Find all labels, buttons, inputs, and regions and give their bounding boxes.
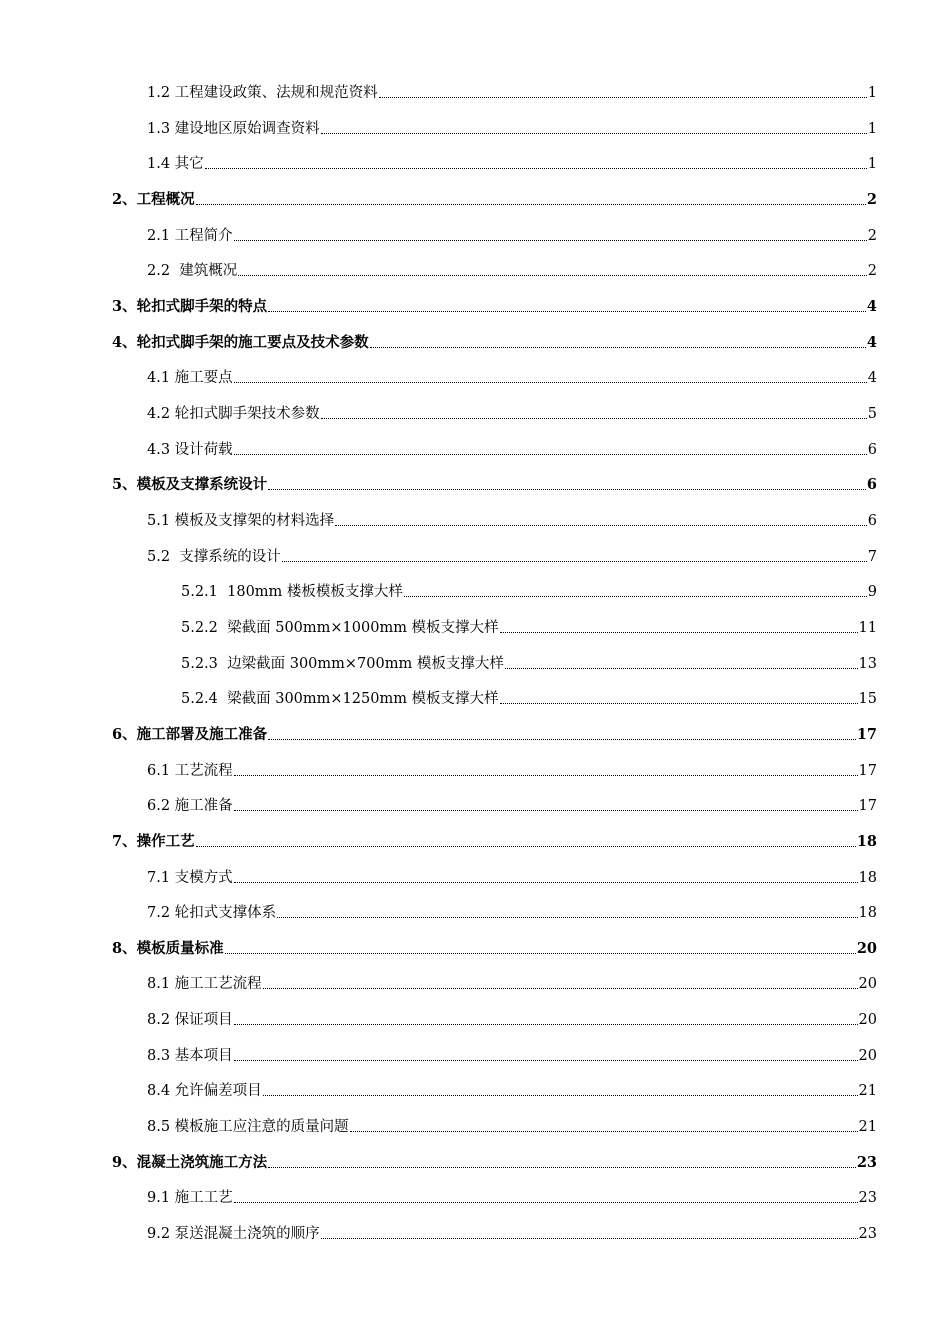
toc-entry-page-number: 18 (858, 870, 877, 886)
toc-dot-leader (350, 1130, 858, 1132)
toc-dot-leader (268, 1166, 856, 1168)
toc-entry[interactable] (112, 185, 877, 209)
toc-dot-leader (234, 1201, 858, 1203)
toc-dot-leader (321, 1237, 858, 1239)
toc-entry-page-number: 1 (867, 85, 877, 101)
toc-dot-leader (196, 845, 856, 847)
toc-entry[interactable] (147, 756, 877, 780)
toc-entry-page-number: 18 (856, 833, 877, 850)
toc-dot-leader (234, 1059, 858, 1061)
toc-entry-title: 4.3 设计荷载 (147, 442, 233, 458)
toc-dot-leader (379, 96, 867, 98)
toc-entry[interactable] (181, 649, 877, 673)
toc-entry-page-number: 18 (858, 905, 877, 921)
toc-dot-leader (321, 417, 867, 419)
toc-entry[interactable] (147, 221, 877, 245)
toc-dot-leader (263, 1094, 858, 1096)
toc-entry[interactable] (147, 1076, 877, 1100)
toc-entry-page-number: 17 (858, 763, 877, 779)
toc-entry[interactable] (147, 1112, 877, 1136)
toc-entry-page-number: 21 (858, 1083, 877, 1099)
toc-entry-page-number: 7 (867, 549, 877, 565)
toc-entry-page-number: 23 (858, 1190, 877, 1206)
toc-entry-title: 9.2 泵送混凝土浇筑的顺序 (147, 1226, 320, 1242)
toc-entry-page-number: 4 (866, 334, 877, 351)
toc-entry-title: 7.1 支模方式 (147, 870, 233, 886)
toc-entry-page-number: 21 (858, 1119, 877, 1135)
toc-entry-title: 6、施工部署及施工准备 (112, 726, 268, 743)
toc-dot-leader (404, 595, 867, 597)
toc-entry[interactable] (147, 1005, 877, 1029)
toc-entry[interactable] (147, 506, 877, 530)
toc-entry-page-number: 6 (867, 442, 877, 458)
toc-entry-title: 4.2 轮扣式脚手架技术参数 (147, 406, 320, 422)
toc-dot-leader (263, 987, 858, 989)
toc-entry[interactable] (112, 827, 877, 851)
toc-entry[interactable] (112, 328, 877, 352)
toc-entry[interactable] (112, 1148, 877, 1172)
toc-entry-page-number: 20 (858, 976, 877, 992)
toc-entry-page-number: 20 (856, 940, 877, 957)
toc-entry[interactable] (147, 435, 877, 459)
toc-entry-title: 5.2.3 边梁截面 300mm×700mm 模板支撑大样 (181, 656, 504, 672)
toc-entry-title: 9.1 施工工艺 (147, 1190, 233, 1206)
toc-entry-page-number: 13 (858, 656, 877, 672)
toc-dot-leader (335, 524, 867, 526)
toc-dot-leader (277, 916, 857, 918)
toc-entry-page-number: 2 (867, 263, 877, 279)
toc-dot-leader (234, 239, 867, 241)
toc-entry[interactable] (147, 542, 877, 566)
toc-dot-leader (238, 274, 866, 276)
toc-entry-page-number: 17 (856, 726, 877, 743)
toc-entry[interactable] (147, 898, 877, 922)
toc-dot-leader (370, 346, 866, 348)
toc-entry-page-number: 4 (866, 298, 877, 315)
toc-entry-title: 8.2 保证项目 (147, 1012, 233, 1028)
toc-dot-leader (234, 453, 867, 455)
toc-entry-page-number: 6 (867, 513, 877, 529)
toc-entry-title: 6.2 施工准备 (147, 798, 233, 814)
toc-entry[interactable] (147, 969, 877, 993)
toc-entry-title: 2.1 工程简介 (147, 228, 233, 244)
toc-dot-leader (500, 702, 858, 704)
toc-entry-title: 8.3 基本项目 (147, 1048, 233, 1064)
toc-entry-title: 8、模板质量标准 (112, 940, 224, 957)
toc-dot-leader (234, 1023, 858, 1025)
toc-dot-leader (205, 167, 867, 169)
toc-entry-page-number: 11 (858, 620, 877, 636)
toc-entry-page-number: 17 (858, 798, 877, 814)
toc-entry[interactable] (112, 934, 877, 958)
toc-entry-page-number: 4 (867, 370, 877, 386)
toc-entry-title: 5.1 模板及支撑架的材料选择 (147, 513, 335, 529)
toc-entry-page-number: 15 (858, 691, 877, 707)
toc-entry-title: 8.1 施工工艺流程 (147, 976, 262, 992)
toc-entry[interactable] (112, 470, 877, 494)
toc-entry[interactable] (147, 149, 877, 173)
toc-entry[interactable] (147, 363, 877, 387)
toc-entry-title: 4.1 施工要点 (147, 370, 233, 386)
toc-entry-page-number: 2 (866, 191, 877, 208)
toc-entry-title: 7、操作工艺 (112, 833, 195, 850)
toc-entry[interactable] (147, 256, 877, 280)
toc-dot-leader (225, 952, 856, 954)
toc-entry[interactable] (147, 1183, 877, 1207)
toc-dot-leader (268, 738, 856, 740)
toc-entry[interactable] (147, 1219, 877, 1243)
toc-entry-title: 1.4 其它 (147, 156, 204, 172)
toc-entry[interactable] (147, 863, 877, 887)
toc-entry-page-number: 2 (867, 228, 877, 244)
toc-dot-leader (234, 381, 867, 383)
toc-dot-leader (500, 631, 858, 633)
toc-dot-leader (268, 310, 866, 312)
toc-entry-page-number: 6 (866, 476, 877, 493)
toc-entry-title: 5.2.4 梁截面 300mm×1250mm 模板支撑大样 (181, 691, 499, 707)
toc-dot-leader (282, 560, 867, 562)
toc-entry-title: 5、模板及支撑系统设计 (112, 476, 268, 493)
toc-entry-page-number: 23 (856, 1154, 877, 1171)
toc-entry[interactable] (112, 720, 877, 744)
toc-entry[interactable] (147, 791, 877, 815)
toc-entry-title: 7.2 轮扣式支撑体系 (147, 905, 277, 921)
toc-entry[interactable] (147, 114, 877, 138)
toc-entry[interactable] (112, 292, 877, 316)
toc-entry[interactable] (181, 613, 877, 637)
toc-entry-title: 3、轮扣式脚手架的特点 (112, 298, 268, 315)
toc-entry-title: 1.2 工程建设政策、法规和规范资料 (147, 85, 378, 101)
toc-dot-leader (234, 774, 858, 776)
toc-entry-page-number: 5 (867, 406, 877, 422)
toc-dot-leader (234, 809, 858, 811)
toc-entry-title: 5.2.1 180mm 楼板模板支撑大样 (181, 584, 403, 600)
toc-entry[interactable] (181, 684, 877, 708)
toc-entry-page-number: 20 (858, 1012, 877, 1028)
toc-dot-leader (234, 881, 858, 883)
toc-entry-page-number: 23 (858, 1226, 877, 1242)
toc-dot-leader (268, 488, 866, 490)
toc-entry-page-number: 9 (867, 584, 877, 600)
toc-entry-page-number: 20 (858, 1048, 877, 1064)
toc-dot-leader (196, 203, 866, 205)
toc-entry[interactable] (147, 1041, 877, 1065)
toc-entry-title: 2、工程概况 (112, 191, 195, 208)
toc-entry[interactable] (147, 399, 877, 423)
toc-dot-leader (505, 667, 858, 669)
toc-entry-title: 9、混凝土浇筑施工方法 (112, 1154, 268, 1171)
toc-entry-title: 2.2 建筑概况 (147, 263, 238, 279)
toc-entry[interactable] (181, 577, 877, 601)
toc-entry-page-number: 1 (867, 121, 877, 137)
toc-entry-page-number: 1 (867, 156, 877, 172)
toc-dot-leader (321, 132, 867, 134)
toc-entry-title: 1.3 建设地区原始调查资料 (147, 121, 320, 137)
toc-entry-title: 5.2 支撑系统的设计 (147, 549, 281, 565)
toc-entry[interactable] (147, 78, 877, 102)
toc-entry-title: 8.5 模板施工应注意的质量问题 (147, 1119, 349, 1135)
toc-entry-title: 6.1 工艺流程 (147, 763, 233, 779)
toc-entry-title: 5.2.2 梁截面 500mm×1000mm 模板支撑大样 (181, 620, 499, 636)
toc-entry-title: 4、轮扣式脚手架的施工要点及技术参数 (112, 334, 369, 351)
toc-entry-title: 8.4 允许偏差项目 (147, 1083, 262, 1099)
